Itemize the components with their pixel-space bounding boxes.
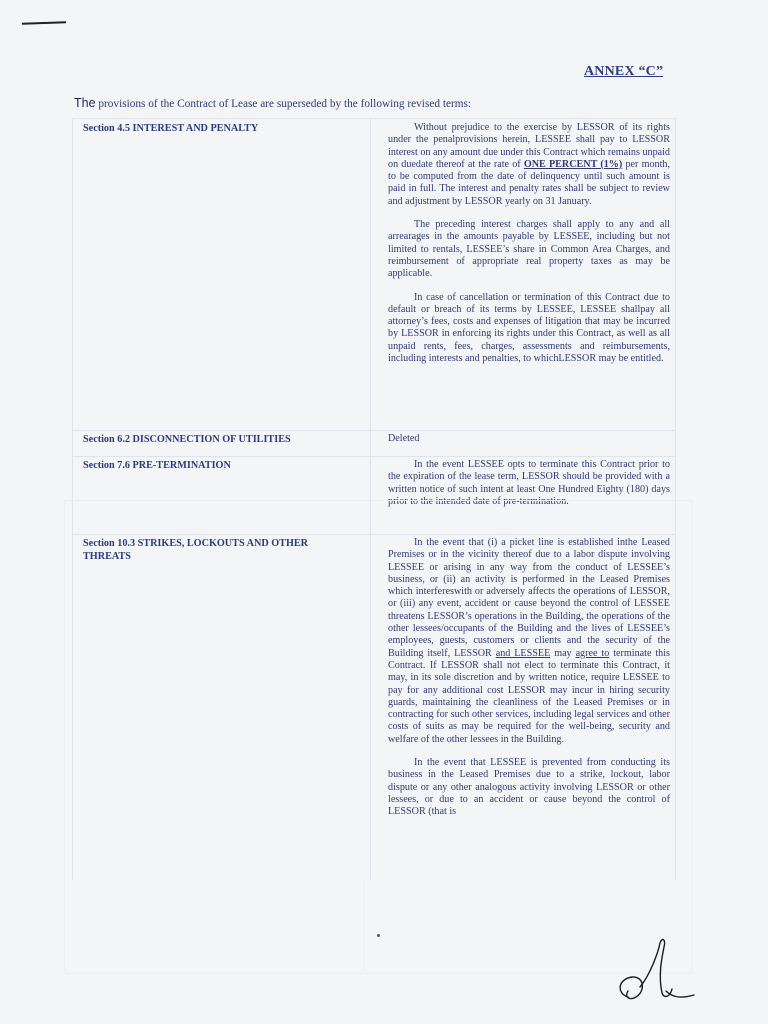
interest-rate: ONE PERCENT (1%) <box>523 158 623 170</box>
s45-paragraph-2: The preceding interest charges shall apply to any and all arrearages in the amounts payable by LESSEE, including but not limited to rentals, LESSEE’s share in Common Area Charges, and reimbursement of appropriate real property taxes as may be applicable. <box>388 219 670 280</box>
s76-paragraph: In the event LESSEE opts to terminate this Contract prior to the expiration of the lease term, LESSOR should be provided with a written notice of such intent at least One Hundred Eighty (180) days prior to the intended date of pre-termination. <box>388 459 670 507</box>
s45-paragraph-3: In case of cancellation or termination of this Contract due to default or breach of its terms by LESSEE, LESSEE shallpay all attorney’s fees, costs and expenses of litigation that may be incurred by LESSOR in enforcing its rights under this Contract, as well as all unpaid rents, fees, charges, assessments and reimbursements, including interests and penalties, to whichLESSOR may be entitled. <box>388 291 670 365</box>
faint-backprint-line <box>364 880 365 972</box>
section-6-2-label: Section 6.2 DISCONNECTION OF UTILITIES <box>83 434 291 445</box>
intro-text: provisions of the Contract of Lease are superseded by the following revised terms: <box>95 98 472 110</box>
section-7-6-label: Section 7.6 PRE-TERMINATION <box>83 460 231 471</box>
s103-paragraph-2: In the event that LESSEE is prevented from conducting its business in the Leased Premises due to a strike, lockout, labor dispute or any other analogous activity involving LESSOR or other lessees, or due to an accident or cause beyond the control of LESSOR (that is <box>388 757 670 818</box>
section-10-3-label: Section 10.3 STRIKES, LOCKOUTS AND OTHER THREATS <box>83 538 309 562</box>
s103-p1-a: In the event that (i) a picket line is established inthe Leased Premises or in the vicinity thereof due to a labor dispute involving LESSEE or arising in any way from the conduct of LESSEE’s business, or (ii) an activity is performed in the Leased Premises which interfereswith or adversely affects the operations of LESSOR, or (iii) any event, accident or cause beyond the control of LESSEE threatens LESSOR’s operations in the Building, the operations of the other lessees/occupants of the Building and the lives of LESSEE’s employees, guests, customers or clients and the security of the Building itself, LESSOR <box>388 537 670 659</box>
s45-paragraph-1 <box>388 122 670 208</box>
s45-p1-a: Without prejudice to the exercise by LESSOR of its rights under the penalprovisions herein, LESSEE shall pay to LESSOR interest on any amount due under this Contract which remains unpaid on duedate thereof at the rate of <box>388 122 670 170</box>
s103-p1-mid: may <box>550 647 576 659</box>
s62-deleted: Deleted <box>388 433 420 444</box>
ink-dot <box>377 934 380 937</box>
s103-p1-b: terminate this Contract. If LESSOR shall not elect to terminate this Contract, it may, in its sole discretion and by written notice, require LESSEE to pay for any additional cost LESSOR may incur in hiring security guards, maintaining the cleanliness of the Leased Premises or in contracting for such other services, including legal services and other costs of suits as may be required for the well-being, security and welfare of the other lessees in the Building. <box>388 647 670 745</box>
signature-icon <box>610 935 700 1010</box>
section-4-5-text <box>388 122 670 376</box>
s103-underline-2: agree to <box>575 647 610 659</box>
intro-line <box>74 96 471 110</box>
s103-underline-1: and LESSEE <box>495 647 551 659</box>
s45-p1-b: per month, to be computed from the date of delinquency until such amount is paid in full. The interest and penalty rates shall be subject to review and adjustment by LESSOR yearly on 31 January. <box>388 158 670 207</box>
faint-backprint-box <box>64 500 692 974</box>
section-4-5-label: Section 4.5 INTEREST AND PENALTY <box>83 123 259 134</box>
section-6-2-text <box>388 433 670 456</box>
intro-lead: The <box>74 96 96 110</box>
corner-mark <box>22 21 66 25</box>
annex-title: ANNEX “C” <box>584 64 664 79</box>
